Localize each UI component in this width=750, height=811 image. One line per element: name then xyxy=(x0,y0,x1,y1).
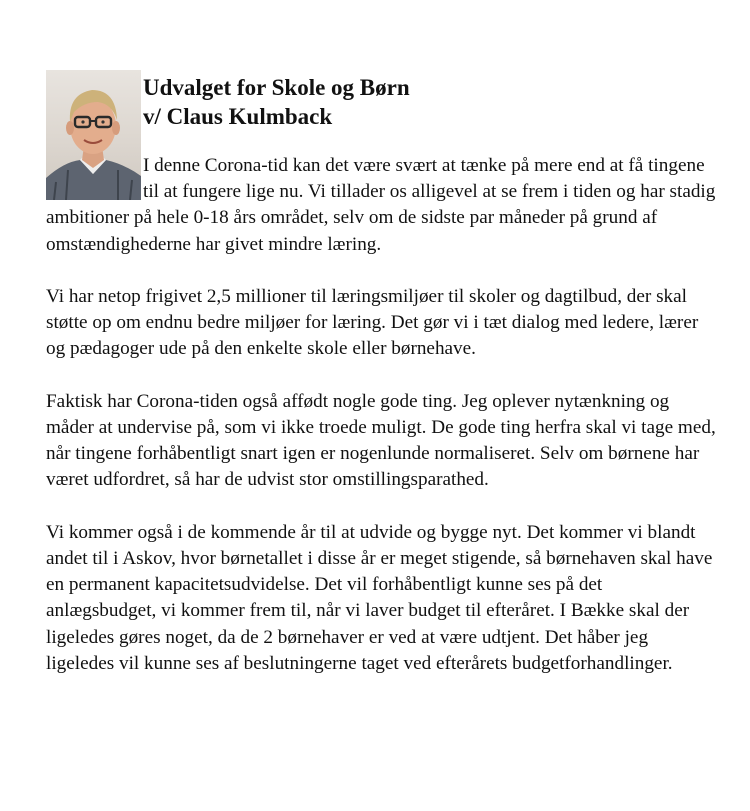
paragraph-2: Vi har netop frigivet 2,5 millioner til læringsmiljøer til skoler og dagtilbud, der skal støtte op om endnu bedre miljøer for læring. Det gør vi i tæt dialog med ledere, lærer og pædagoger ude på den enkelte skole eller børnehave. xyxy=(46,286,699,360)
article-title xyxy=(46,73,716,131)
title-line-1: Udvalget for Skole og Børn xyxy=(143,75,410,100)
author-photo xyxy=(46,70,141,200)
portrait-image xyxy=(46,70,141,200)
article xyxy=(46,70,716,703)
paragraph-4: Vi kommer også i de kommende år til at udvide og bygge nyt. Det kommer vi blandt andet til i Askov, hvor børnetallet i disse år er meget stigende, så børnehaven skal have en permanent kapacitetsudvidelse. Det vil forhåbentligt kunne ses på det anlægsbudget, vi kommer frem til, når vi laver budget til efteråret. I Bække skal der ligeledes gøres noget, da de 2 børnehaver er ved at være udtjent. Det håber jeg ligeledes vil kunne ses af beslutningerne taget ved efterårets budgetforhandlinger. xyxy=(46,521,713,674)
title-line-2: v/ Claus Kulmback xyxy=(143,104,333,129)
paragraph-3: Faktisk har Corona-tiden også affødt nogle gode ting. Jeg oplever nytænkning og måder at undervise på, som vi ikke troede muligt. De gode ting herfra skal vi tage med, når tingene forhåbentligt snart igen er nogenlunde normaliseret. Selv om børnene har været udfordret, så har de udvist stor omstillingsparathed. xyxy=(46,390,716,491)
article-body xyxy=(46,153,716,677)
paragraph-1: I denne Corona-tid kan det være svært at tænke på mere end at få tingene til at fungere lige nu. Vi tillader os alligevel at se frem i tiden og har stadig ambitioner på hele 0-18 års området, selv om de sidste par måneder på grund af omstændighederne har givet mindre læring. xyxy=(46,155,716,255)
